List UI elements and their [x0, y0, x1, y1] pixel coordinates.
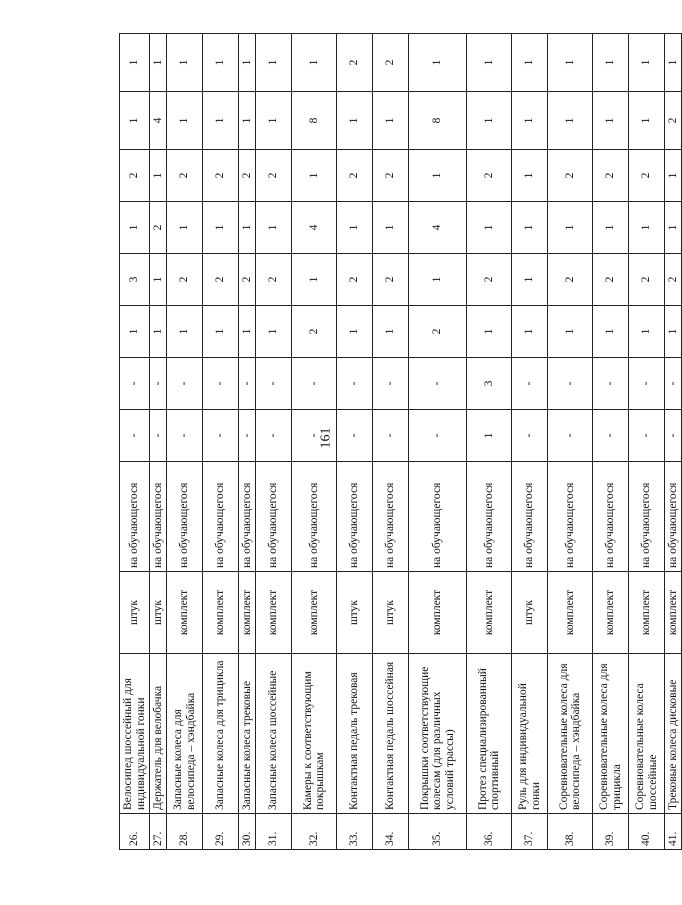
calculation-basis: на обучающегося: [292, 462, 337, 572]
value-cell: -: [239, 358, 256, 410]
value-cell: 2: [239, 150, 256, 202]
value-cell: 2: [548, 150, 593, 202]
calculation-basis: на обучающегося: [239, 462, 256, 572]
table-row: [239, 34, 256, 850]
value-cell: -: [548, 358, 593, 410]
value-cell: 2: [120, 150, 150, 202]
value-cell: 1: [665, 202, 682, 254]
unit-of-measure: комплект: [467, 572, 512, 654]
unit-of-measure: штук: [337, 572, 373, 654]
value-cell: 2: [373, 34, 409, 92]
table-row: [167, 34, 203, 850]
value-cell: 2: [337, 150, 373, 202]
unit-of-measure: комплект: [203, 572, 239, 654]
value-cell: 2: [593, 254, 629, 306]
value-cell: 1: [150, 306, 167, 358]
item-name: Запасные колеса для трицикла: [203, 654, 239, 814]
row-number: 27.: [150, 814, 167, 850]
value-cell: 1: [593, 92, 629, 150]
calculation-basis: на обучающегося: [373, 462, 409, 572]
item-name: Соревновательные колеса для трицикла: [593, 654, 629, 814]
value-cell: -: [167, 410, 203, 462]
unit-of-measure: штук: [150, 572, 167, 654]
row-number: 28.: [167, 814, 203, 850]
value-cell: 2: [373, 150, 409, 202]
table-row: [629, 34, 665, 850]
value-cell: 1: [373, 202, 409, 254]
value-cell: 1: [150, 34, 167, 92]
value-cell: 1: [467, 306, 512, 358]
value-cell: -: [203, 410, 239, 462]
value-cell: -: [629, 410, 665, 462]
item-name: Велосипед шоссейный для индивидуальной гонки: [120, 654, 150, 814]
value-cell: 1: [593, 202, 629, 254]
value-cell: 1: [203, 202, 239, 254]
unit-of-measure: штук: [120, 572, 150, 654]
calculation-basis: на обучающегося: [150, 462, 167, 572]
value-cell: 1: [239, 306, 256, 358]
value-cell: 8: [292, 92, 337, 150]
value-cell: 8: [409, 92, 467, 150]
calculation-basis: на обучающегося: [629, 462, 665, 572]
value-cell: 1: [629, 202, 665, 254]
unit-of-measure: комплект: [167, 572, 203, 654]
value-cell: 1: [150, 150, 167, 202]
table-row: [203, 34, 239, 850]
unit-of-measure: комплект: [256, 572, 292, 654]
value-cell: 1: [665, 150, 682, 202]
table-row: [512, 34, 548, 850]
item-name: Камеры к соответствующим покрышкам: [292, 654, 337, 814]
item-name: Руль для индивидуальной гонки: [512, 654, 548, 814]
table-row: [150, 34, 167, 850]
value-cell: 1: [512, 306, 548, 358]
calculation-basis: на обучающегося: [256, 462, 292, 572]
unit-of-measure: комплект: [409, 572, 467, 654]
value-cell: 1: [203, 92, 239, 150]
value-cell: 1: [665, 306, 682, 358]
value-cell: 2: [337, 254, 373, 306]
table-body: [120, 34, 682, 850]
item-name: Запасные колеса трековые: [239, 654, 256, 814]
value-cell: 1: [409, 34, 467, 92]
value-cell: 2: [203, 254, 239, 306]
value-cell: 4: [409, 202, 467, 254]
value-cell: 2: [167, 254, 203, 306]
table-row: [373, 34, 409, 850]
value-cell: 2: [629, 150, 665, 202]
table-row: [467, 34, 512, 850]
value-cell: 1: [337, 202, 373, 254]
value-cell: 2: [203, 150, 239, 202]
value-cell: 1: [337, 306, 373, 358]
value-cell: 1: [629, 92, 665, 150]
value-cell: -: [120, 410, 150, 462]
value-cell: 1: [256, 202, 292, 254]
row-number: 34.: [373, 814, 409, 850]
value-cell: -: [167, 358, 203, 410]
value-cell: 1: [629, 34, 665, 92]
value-cell: 1: [409, 254, 467, 306]
value-cell: 4: [150, 92, 167, 150]
unit-of-measure: комплект: [593, 572, 629, 654]
calculation-basis: на обучающегося: [665, 462, 682, 572]
value-cell: 1: [292, 34, 337, 92]
value-cell: 2: [665, 254, 682, 306]
row-number: 32.: [292, 814, 337, 850]
value-cell: 1: [548, 202, 593, 254]
calculation-basis: на обучающегося: [337, 462, 373, 572]
value-cell: 1: [120, 92, 150, 150]
value-cell: 1: [292, 150, 337, 202]
value-cell: 1: [512, 92, 548, 150]
value-cell: 1: [548, 34, 593, 92]
calculation-basis: на обучающегося: [120, 462, 150, 572]
value-cell: 2: [239, 254, 256, 306]
value-cell: 1: [512, 202, 548, 254]
item-name: Контактная педаль трековая: [337, 654, 373, 814]
value-cell: 1: [512, 254, 548, 306]
value-cell: -: [548, 410, 593, 462]
value-cell: 2: [373, 254, 409, 306]
calculation-basis: на обучающегося: [593, 462, 629, 572]
value-cell: -: [120, 358, 150, 410]
value-cell: 1: [373, 306, 409, 358]
value-cell: 3: [467, 358, 512, 410]
value-cell: 1: [167, 306, 203, 358]
value-cell: 2: [256, 150, 292, 202]
value-cell: 1: [512, 34, 548, 92]
value-cell: -: [373, 358, 409, 410]
page-number: 161: [318, 427, 334, 449]
value-cell: -: [239, 410, 256, 462]
item-name: Запасные колеса для велосипеда – хэндбайка: [167, 654, 203, 814]
value-cell: 1: [629, 306, 665, 358]
calculation-basis: на обучающегося: [203, 462, 239, 572]
row-number: 35.: [409, 814, 467, 850]
value-cell: -: [150, 358, 167, 410]
value-cell: 2: [337, 34, 373, 92]
item-name: Покрышки соответствующие колесам (для различных условий трассы): [409, 654, 467, 814]
value-cell: 3: [120, 254, 150, 306]
table-row: [337, 34, 373, 850]
value-cell: -: [409, 410, 467, 462]
calculation-basis: на обучающегося: [167, 462, 203, 572]
value-cell: 1: [150, 254, 167, 306]
value-cell: -: [337, 358, 373, 410]
value-cell: 1: [256, 92, 292, 150]
item-name: Держатель для велобачка: [150, 654, 167, 814]
value-cell: 1: [548, 306, 593, 358]
table-row: [292, 34, 337, 850]
equipment-table: [119, 33, 682, 850]
value-cell: 2: [150, 202, 167, 254]
value-cell: 1: [167, 92, 203, 150]
value-cell: 2: [292, 306, 337, 358]
row-number: 29.: [203, 814, 239, 850]
value-cell: 2: [665, 92, 682, 150]
value-cell: 1: [203, 306, 239, 358]
value-cell: -: [150, 410, 167, 462]
value-cell: 1: [239, 92, 256, 150]
value-cell: 1: [467, 202, 512, 254]
value-cell: 1: [512, 150, 548, 202]
item-name: Контактная педаль шоссейная: [373, 654, 409, 814]
unit-of-measure: комплект: [665, 572, 682, 654]
row-number: 31.: [256, 814, 292, 850]
value-cell: 1: [256, 34, 292, 92]
value-cell: 1: [337, 92, 373, 150]
value-cell: 1: [593, 306, 629, 358]
rotated-table-container: [119, 34, 679, 850]
item-name: Протез специализированный спортивный: [467, 654, 512, 814]
calculation-basis: на обучающегося: [467, 462, 512, 572]
value-cell: -: [593, 358, 629, 410]
value-cell: 1: [120, 306, 150, 358]
value-cell: 1: [467, 92, 512, 150]
value-cell: -: [665, 358, 682, 410]
value-cell: 1: [239, 34, 256, 92]
item-name: Соревновательные колеса для велосипеда – хэндбайка: [548, 654, 593, 814]
table-row: [548, 34, 593, 850]
row-number: 30.: [239, 814, 256, 850]
value-cell: 2: [467, 254, 512, 306]
value-cell: 1: [548, 92, 593, 150]
value-cell: 1: [467, 410, 512, 462]
value-cell: -: [373, 410, 409, 462]
table-row: [120, 34, 150, 850]
value-cell: 1: [292, 254, 337, 306]
value-cell: 1: [665, 34, 682, 92]
row-number: 26.: [120, 814, 150, 850]
value-cell: 2: [629, 254, 665, 306]
value-cell: 1: [167, 34, 203, 92]
value-cell: 2: [593, 150, 629, 202]
row-number: 38.: [548, 814, 593, 850]
unit-of-measure: комплект: [292, 572, 337, 654]
value-cell: 2: [256, 254, 292, 306]
value-cell: 4: [292, 202, 337, 254]
row-number: 39.: [593, 814, 629, 850]
unit-of-measure: штук: [373, 572, 409, 654]
value-cell: -: [629, 358, 665, 410]
row-number: 37.: [512, 814, 548, 850]
value-cell: 1: [203, 34, 239, 92]
item-name: Соревновательные колеса шоссейные: [629, 654, 665, 814]
value-cell: -: [337, 410, 373, 462]
table-row: [593, 34, 629, 850]
value-cell: -: [665, 410, 682, 462]
value-cell: 2: [467, 150, 512, 202]
calculation-basis: на обучающегося: [409, 462, 467, 572]
table-row: [256, 34, 292, 850]
value-cell: 1: [120, 34, 150, 92]
value-cell: 2: [409, 306, 467, 358]
row-number: 41.: [665, 814, 682, 850]
value-cell: 2: [548, 254, 593, 306]
value-cell: 1: [120, 202, 150, 254]
value-cell: 1: [239, 202, 256, 254]
value-cell: 1: [467, 34, 512, 92]
calculation-basis: на обучающегося: [512, 462, 548, 572]
unit-of-measure: комплект: [239, 572, 256, 654]
value-cell: 1: [409, 150, 467, 202]
value-cell: -: [292, 410, 337, 462]
table-row: [409, 34, 467, 850]
row-number: 36.: [467, 814, 512, 850]
value-cell: 2: [167, 150, 203, 202]
value-cell: -: [292, 358, 337, 410]
row-number: 33.: [337, 814, 373, 850]
item-name: Трековые колеса дисковые: [665, 654, 682, 814]
value-cell: -: [593, 410, 629, 462]
calculation-basis: на обучающегося: [548, 462, 593, 572]
value-cell: -: [256, 410, 292, 462]
value-cell: -: [256, 358, 292, 410]
unit-of-measure: комплект: [548, 572, 593, 654]
value-cell: 1: [167, 202, 203, 254]
unit-of-measure: комплект: [629, 572, 665, 654]
value-cell: 1: [256, 306, 292, 358]
unit-of-measure: штук: [512, 572, 548, 654]
value-cell: -: [409, 358, 467, 410]
value-cell: 1: [593, 34, 629, 92]
value-cell: -: [203, 358, 239, 410]
table-row: [665, 34, 682, 850]
item-name: Запасные колеса шоссейные: [256, 654, 292, 814]
value-cell: -: [512, 358, 548, 410]
row-number: 40.: [629, 814, 665, 850]
value-cell: -: [512, 410, 548, 462]
value-cell: 1: [373, 92, 409, 150]
